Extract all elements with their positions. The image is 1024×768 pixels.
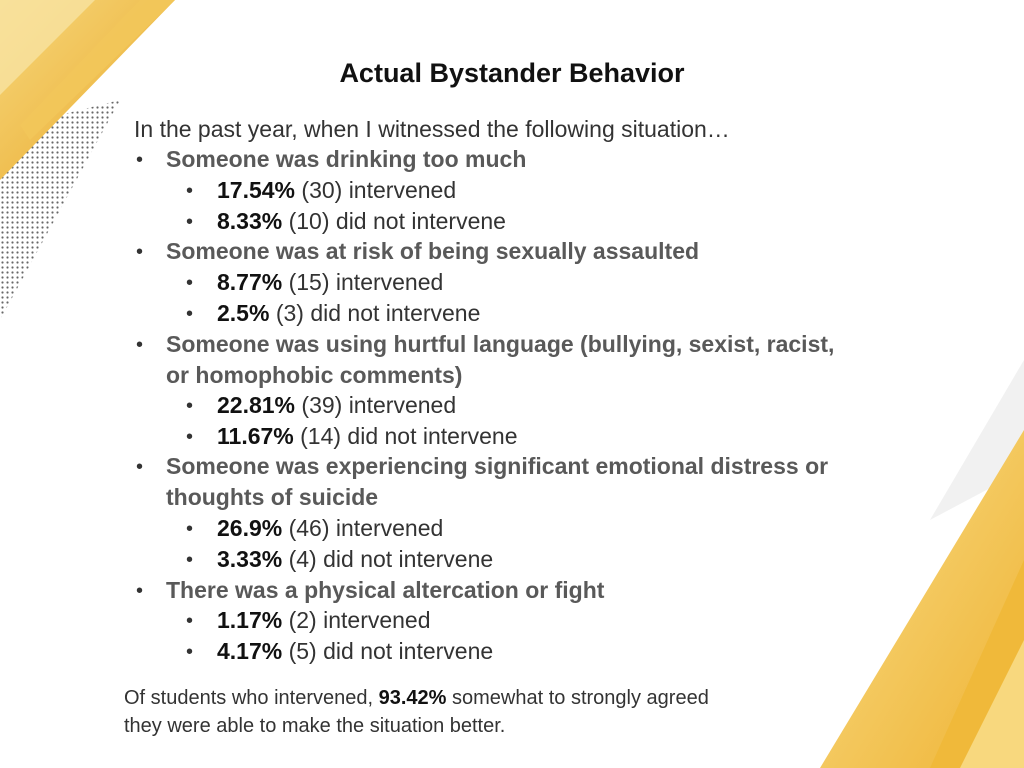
count-text: (14) did not intervene bbox=[300, 423, 518, 449]
situation-label: Someone was drinking too much bbox=[166, 146, 527, 172]
list-item bbox=[217, 300, 480, 327]
bullet-icon: • bbox=[186, 303, 194, 325]
situation-label-continued: or homophobic comments) bbox=[166, 362, 463, 388]
count-text: (15) intervened bbox=[288, 269, 444, 295]
list-item bbox=[217, 546, 493, 573]
count-text: (3) did not intervene bbox=[275, 300, 481, 326]
count-text: (10) did not intervene bbox=[288, 208, 506, 234]
percentage: 2.5% bbox=[217, 300, 270, 326]
percentage: 22.81% bbox=[217, 392, 296, 418]
situation-label: There was a physical altercation or fight bbox=[166, 577, 605, 603]
count-text: (30) intervened bbox=[301, 177, 457, 203]
list-item bbox=[217, 638, 493, 665]
list-item bbox=[217, 392, 456, 419]
list-item bbox=[217, 607, 431, 634]
footer-suffix: somewhat to strongly agreed bbox=[452, 687, 709, 709]
intro-text: In the past year, when I witnessed the following situation… bbox=[134, 116, 730, 142]
count-text: (2) intervened bbox=[288, 607, 431, 633]
percentage: 4.17% bbox=[217, 638, 283, 664]
footer-note bbox=[124, 684, 884, 740]
percentage: 8.77% bbox=[217, 269, 283, 295]
bullet-icon: • bbox=[136, 241, 144, 263]
bullet-icon: • bbox=[186, 518, 194, 540]
count-text: (39) intervened bbox=[301, 392, 457, 418]
bullet-icon: • bbox=[136, 580, 144, 602]
bullet-icon: • bbox=[136, 456, 144, 478]
percentage: 3.33% bbox=[217, 546, 283, 572]
list-item bbox=[217, 423, 518, 450]
bullet-icon: • bbox=[186, 641, 194, 663]
bullet-icon: • bbox=[186, 211, 194, 233]
footer-percentage: 93.42% bbox=[378, 687, 447, 709]
count-text: (46) intervened bbox=[288, 515, 444, 541]
percentage: 11.67% bbox=[217, 423, 294, 449]
percentage: 1.17% bbox=[217, 607, 283, 633]
bullet-icon: • bbox=[186, 272, 194, 294]
footer-line-1 bbox=[124, 684, 884, 712]
situation-label: Someone was at risk of being sexually assaulted bbox=[166, 238, 700, 264]
bullet-icon: • bbox=[186, 180, 194, 202]
slide-title: Actual Bystander Behavior bbox=[339, 58, 685, 88]
footer-prefix: Of students who intervened, bbox=[124, 687, 374, 709]
bullet-icon: • bbox=[186, 395, 194, 417]
situation-label-continued: thoughts of suicide bbox=[166, 484, 379, 510]
situation-label: Someone was experiencing significant emotional distress or bbox=[166, 453, 829, 479]
percentage: 8.33% bbox=[217, 208, 283, 234]
bullet-icon: • bbox=[136, 334, 144, 356]
bullet-icon: • bbox=[186, 610, 194, 632]
percentage: 26.9% bbox=[217, 515, 283, 541]
count-text: (4) did not intervene bbox=[288, 546, 494, 572]
list-item bbox=[217, 208, 506, 235]
situation-label: Someone was using hurtful language (bullying, sexist, racist, bbox=[166, 331, 835, 357]
bullet-icon: • bbox=[136, 149, 144, 171]
list-item bbox=[217, 269, 443, 296]
bullet-icon: • bbox=[186, 426, 194, 448]
list-item bbox=[217, 177, 456, 204]
bullet-icon: • bbox=[186, 549, 194, 571]
count-text: (5) did not intervene bbox=[288, 638, 494, 664]
footer-line-2: they were able to make the situation better. bbox=[124, 715, 506, 737]
percentage: 17.54% bbox=[217, 177, 296, 203]
list-item bbox=[217, 515, 443, 542]
